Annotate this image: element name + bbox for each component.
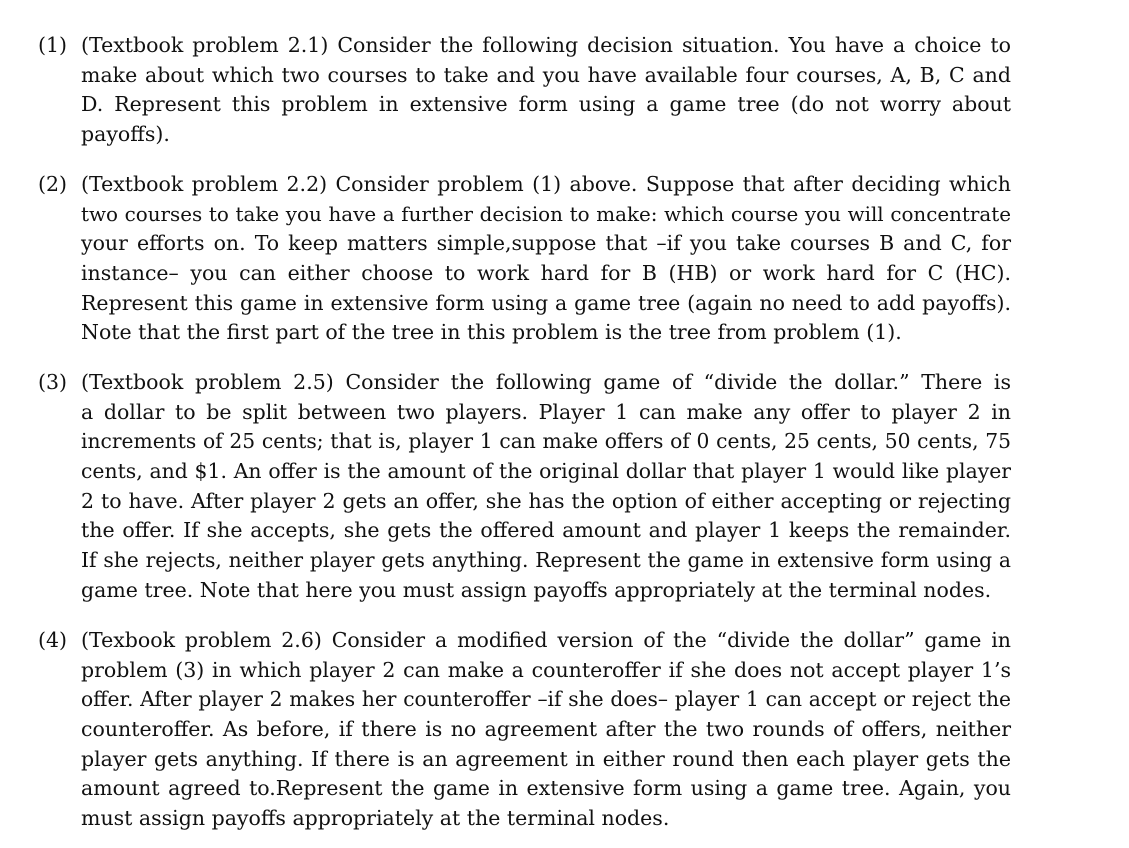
text-line: problem (3) in which player 2 can make a counteroffer if she does not accept player 1’s <box>81 657 1011 682</box>
text-line: offer. After player 2 makes her counteroffer –if she does– player 1 can accept or reject the <box>81 687 1011 712</box>
text-line: two courses to take you have a further decision to make: which course you will concentrate <box>81 202 1011 226</box>
text-line: cents, and $1. An offer is the amount of the original dollar that player 1 would like player <box>81 459 1011 484</box>
text-line: (Textbook problem 2.5) Consider the following game of “divide the dollar.” There is <box>81 370 1011 394</box>
text-line: 2 to have. After player 2 gets an offer, she has the option of either accepting or rejecting <box>81 488 1011 513</box>
problem-number: (4) <box>38 628 68 652</box>
text-line: amount agreed to.Represent the game in extensive form using a game tree. Again, you <box>81 776 1011 801</box>
text-line: make about which two courses to take and you have available four courses, A, B, C and <box>81 62 1011 87</box>
text-line: Note that the first part of the tree in this problem is the tree from problem (1). <box>81 320 902 345</box>
text-line: a dollar to be split between two players. Player 1 can make any offer to player 2 in <box>81 399 1011 424</box>
problem-number: (2) <box>38 172 68 196</box>
problem-text <box>81 170 1011 348</box>
text-line: game tree. Note that here you must assign payoffs appropriately at the terminal nodes. <box>81 577 992 602</box>
text-line: player gets anything. If there is an agreement in either round then each player gets the <box>81 746 1011 771</box>
text-line: counteroffer. As before, if there is no agreement after the two rounds of offers, neither <box>81 717 1011 742</box>
text-line: payoffs). <box>81 122 170 147</box>
text-line: Represent this game in extensive form using a game tree (again no need to add payoffs). <box>81 290 1011 315</box>
text-line: must assign payoffs appropriately at the terminal nodes. <box>81 806 670 831</box>
text-line: the offer. If she accepts, she gets the offered amount and player 1 keeps the remainder. <box>81 518 1011 543</box>
text-line: D. Represent this problem in extensive form using a game tree (do not worry about <box>81 92 1011 117</box>
problem-number: (1) <box>38 33 68 57</box>
text-line: (Textbook problem 2.2) Consider problem (1) above. Suppose that after deciding which <box>81 172 1011 196</box>
problem-text <box>81 368 1011 606</box>
problem-number: (3) <box>38 370 68 394</box>
text-line: (Textbook problem 2.1) Consider the following decision situation. You have a choice to <box>81 33 1011 57</box>
text-line: (Texbook problem 2.6) Consider a modified version of the “divide the dollar” game in <box>81 628 1011 652</box>
text-line: If she rejects, neither player gets anything. Represent the game in extensive form using a <box>81 548 1011 573</box>
text-line: your efforts on. To keep matters simple,suppose that –if you take courses B and C, for <box>81 231 1011 256</box>
problem-text <box>81 31 1011 150</box>
text-line: instance– you can either choose to work hard for B (HB) or work hard for C (HC). <box>81 261 1011 286</box>
problem-text <box>81 626 1011 834</box>
text-line: increments of 25 cents; that is, player 1 can make offers of 0 cents, 25 cents, 50 cents, 75 <box>81 429 1011 454</box>
